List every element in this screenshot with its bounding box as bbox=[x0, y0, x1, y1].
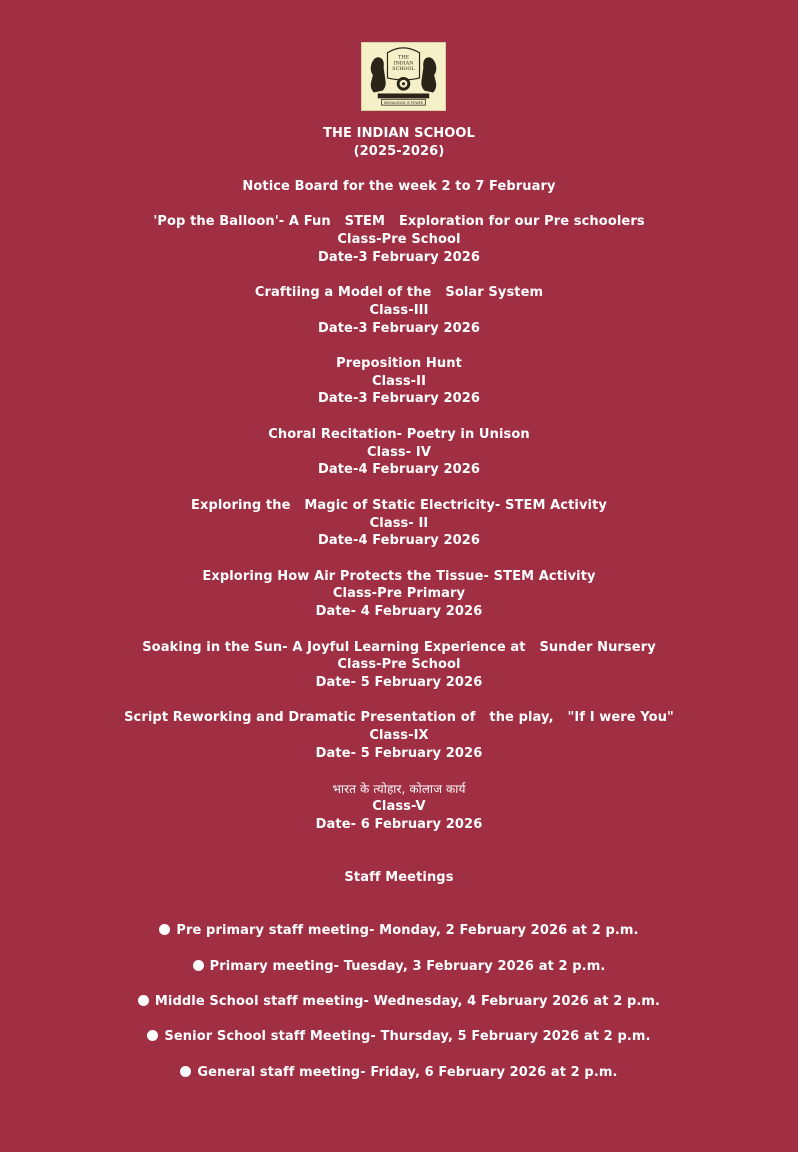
event-class: Class-II bbox=[371, 374, 427, 389]
bullet-icon bbox=[147, 1030, 158, 1041]
event-title: भारत के त्योहार, कोलाज कार्य bbox=[332, 782, 466, 796]
event-class: Class- IV bbox=[367, 445, 431, 460]
school-crest-icon bbox=[362, 43, 445, 110]
event-date: Date-3 February 2026 bbox=[317, 250, 481, 265]
session-years: (2025-2026) bbox=[353, 144, 445, 159]
bullet-icon bbox=[193, 960, 204, 971]
staff-meeting-text: Middle School staff meeting- Wednesday, 4 February 2026 at 2 p.m. bbox=[154, 994, 661, 1009]
staff-meeting-text: Primary meeting- Tuesday, 3 February 2026 at 2 p.m. bbox=[209, 959, 606, 974]
bullet-icon bbox=[180, 1066, 191, 1077]
event-date: Date- 5 February 2026 bbox=[315, 675, 483, 690]
event-date: Date- 6 February 2026 bbox=[315, 817, 483, 832]
event-title: Script Reworking and Dramatic Presentation of the play, "If I were You" bbox=[124, 710, 674, 725]
event-title: 'Pop the Balloon'- A Fun STEM Exploration for our Pre schoolers bbox=[153, 214, 645, 229]
event-date: Date-4 February 2026 bbox=[317, 462, 481, 477]
notice-title: Notice Board for the week 2 to 7 February bbox=[242, 179, 556, 194]
staff-meeting-text: General staff meeting- Friday, 6 February 2026 at 2 p.m. bbox=[197, 1065, 618, 1080]
staff-meeting-item bbox=[0, 958, 798, 976]
event-title: Choral Recitation- Poetry in Unison bbox=[268, 427, 530, 442]
event-class: Class-IX bbox=[369, 728, 429, 743]
logo-motto: KNOWLEDGE IS POWER bbox=[384, 100, 423, 105]
bullet-icon bbox=[159, 924, 170, 935]
event-title: Exploring the Magic of Static Electricity- STEM Activity bbox=[191, 498, 607, 513]
logo-text-1: THE bbox=[398, 54, 409, 61]
bullet-icon bbox=[138, 995, 149, 1006]
event-date: Date- 4 February 2026 bbox=[315, 604, 483, 619]
event-date: Date-3 February 2026 bbox=[317, 391, 481, 406]
staff-meeting-item bbox=[0, 922, 798, 940]
event-title: Preposition Hunt bbox=[336, 356, 462, 371]
event-class: Class-III bbox=[369, 303, 429, 318]
staff-meeting-item bbox=[0, 1064, 798, 1082]
event-title: Craftiing a Model of the Solar System bbox=[254, 285, 544, 300]
school-name: THE INDIAN SCHOOL bbox=[323, 126, 475, 141]
event-class: Class-Pre School bbox=[337, 232, 461, 247]
staff-meeting-text: Pre primary staff meeting- Monday, 2 February 2026 at 2 p.m. bbox=[176, 923, 639, 938]
logo-text-2: INDIAN bbox=[393, 60, 414, 67]
staff-meetings-heading: Staff Meetings bbox=[344, 870, 454, 885]
staff-meeting-item bbox=[0, 1028, 798, 1046]
event-title: Exploring How Air Protects the Tissue- STEM Activity bbox=[202, 569, 596, 584]
event-date: Date- 5 February 2026 bbox=[315, 746, 483, 761]
event-class: Class-V bbox=[372, 799, 426, 814]
event-class: Class- II bbox=[369, 516, 429, 531]
event-title: Soaking in the Sun- A Joyful Learning Experience at Sunder Nursery bbox=[142, 640, 656, 655]
staff-meeting-text: Senior School staff Meeting- Thursday, 5 February 2026 at 2 p.m. bbox=[164, 1029, 651, 1044]
event-class: Class-Pre School bbox=[337, 657, 461, 672]
staff-meeting-item bbox=[0, 993, 798, 1011]
event-date: Date-3 February 2026 bbox=[317, 321, 481, 336]
event-class: Class-Pre Primary bbox=[332, 586, 466, 601]
event-date: Date-4 February 2026 bbox=[317, 533, 481, 548]
logo-text-3: SCHOOL bbox=[392, 66, 415, 73]
school-logo bbox=[361, 42, 446, 111]
